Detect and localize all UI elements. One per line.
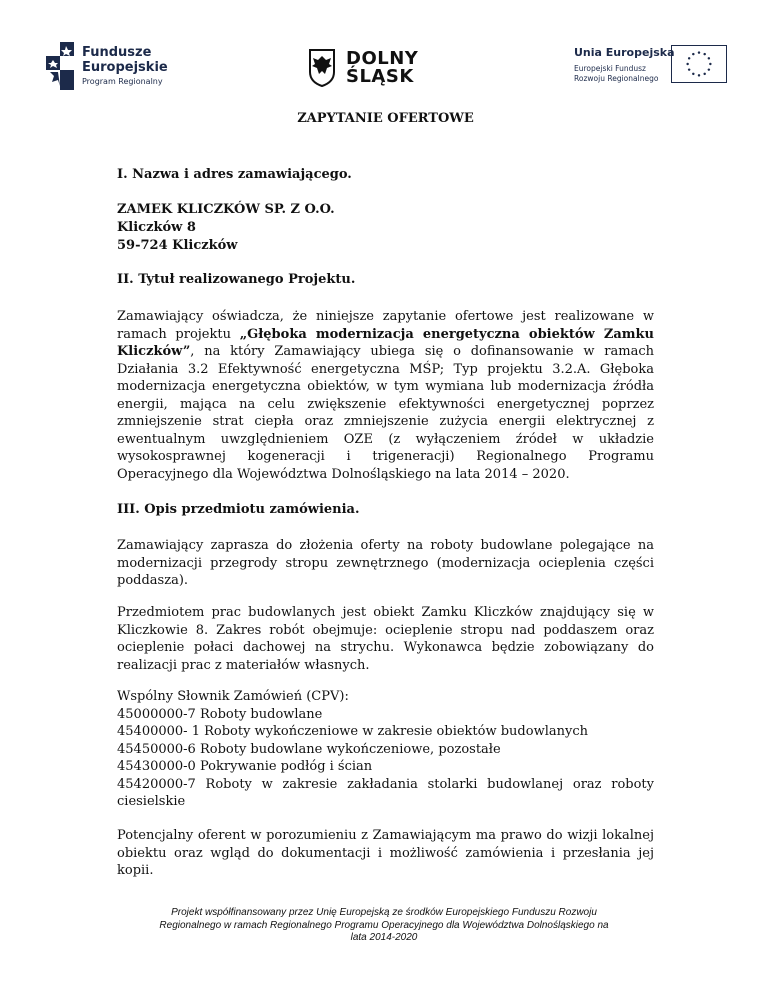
eu-flag-icon — [671, 45, 727, 83]
cpv-item: 45430000-0 Pokrywanie podłóg i ścian — [117, 759, 373, 774]
fundusze-europejskie-mark-icon — [46, 42, 74, 90]
section2-heading: II. Tytuł realizowanego Projektu. — [117, 272, 356, 287]
footer-line1: Projekt współfinansowany przez Unię Europejską ze środków Europejskiego Funduszu Rozwoju — [171, 907, 597, 918]
project-title: „Głęboka modernizacja energetyczna obiektów Zamku Kliczków” — [117, 326, 654, 359]
fe-logo-line2: Europejskie — [82, 60, 168, 75]
section2-paragraph — [117, 308, 654, 483]
ue-logo-line3: Rozwoju Regionalnego — [574, 74, 659, 83]
cpv-item: 45400000- 1 Roboty wykończeniowe w zakresie obiektów budowlanych — [117, 724, 588, 739]
section1-heading: I. Nazwa i adres zamawiającego. — [117, 167, 352, 182]
footer-line2: Regionalnego w ramach Regionalnego Programu Operacyjnego dla Województwa Dolnośląskiego na — [159, 919, 609, 931]
page-footer — [96, 907, 672, 945]
fundusze-europejskie-logo — [46, 42, 216, 92]
ue-logo-line1: Unia Europejska — [574, 46, 675, 59]
document-title: ZAPYTANIE OFERTOWE — [297, 111, 474, 126]
section3-paragraph1: Zamawiający zaprasza do złożenia oferty na roboty budowlane polegające na modernizacji przegrody stropu zewnętrznego (modernizacja ocieplenia części poddasza). — [117, 538, 654, 588]
header-logos — [46, 36, 726, 96]
eagle-crest-icon — [308, 48, 336, 88]
section2-text-before: Zamawiający oświadcza, że niniejsze zapytanie ofertowe jest realizowane w ramach projektu — [117, 309, 654, 342]
company-address-line1: Kliczków 8 — [117, 220, 196, 235]
cpv-item: 45420000-7 Roboty w zakresie zakładania stolarki budowlanej oraz roboty ciesielskie — [117, 776, 654, 809]
ds-logo-line2: ŚLĄSK — [346, 66, 414, 87]
fe-logo-line3: Program Regionalny — [82, 77, 163, 86]
company-name: ZAMEK KLICZKÓW SP. Z O.O. — [117, 202, 335, 217]
cpv-item: 45000000-7 Roboty budowlane — [117, 706, 323, 722]
footer-line3: lata 2014-2020 — [350, 932, 418, 943]
fe-logo-line1: Fundusze — [82, 45, 152, 60]
section3-heading: III. Opis przedmiotu zamówienia. — [117, 502, 360, 517]
company-address-line2: 59-724 Kliczków — [117, 238, 238, 253]
cpv-list — [117, 688, 654, 811]
cpv-title: Wspólny Słownik Zamówień (CPV): — [117, 689, 349, 704]
ds-logo-line1: DOLNY — [346, 48, 419, 69]
section2-text-after: , na który Zamawiający ubiega się o dofinansowanie w ramach Działania 3.2 Efektywność energetyczna MŚP; Typ projektu 3.2.A. Głęboka modernizacja energetyczna obiektów, w tym wymiana lub modernizacja źródła energii, mająca na celu zwiększenie efektywności energetycznej poprzez zmniejszenie strat ciepła oraz zmniejszenie zużycia energii elektrycznej z ewentualnym uwzględnieniem OZE (z wyłączeniem źródeł w układzie wysokosprawnej kogeneracji i trigeneracji) Regionalnego Programu Operacyjnego dla Województwa Dolnośląskiego na lata 2014 – 2020. — [117, 344, 654, 482]
unia-europejska-logo — [574, 42, 734, 92]
cpv-item: 45450000-6 Roboty budowlane wykończeniowe, pozostałe — [117, 741, 501, 757]
section3-paragraph3: Potencjalny oferent w porozumieniu z Zamawiającym ma prawo do wizji lokalnej obiektu oraz wgląd do dokumentacji i możliwość zamówienia i przesłania jej kopii. — [117, 828, 654, 878]
section3-paragraph2: Przedmiotem prac budowlanych jest obiekt Zamku Kliczków znajdujący się w Kliczkowie 8. Zakres robót obejmuje: ocieplenie stropu nad poddaszem oraz ocieplenie połaci dachowej na strychu. Wykonawca będzie zobowiązany do realizacji prac z materiałów własnych. — [117, 605, 654, 673]
ue-logo-line2: Europejski Fundusz — [574, 64, 646, 73]
dolny-slask-logo — [308, 36, 428, 96]
